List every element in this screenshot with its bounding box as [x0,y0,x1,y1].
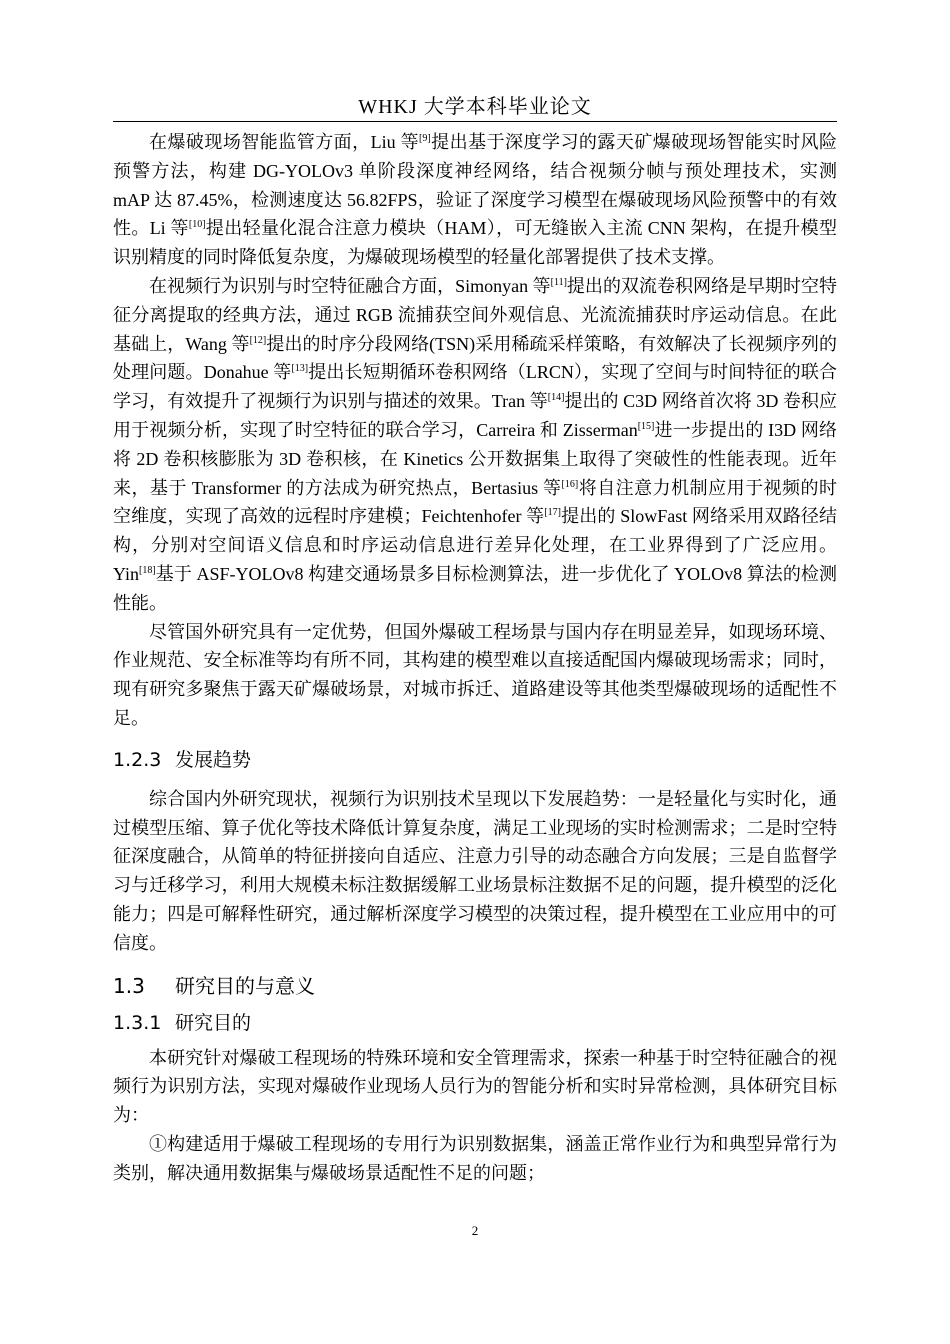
citation-ref: [18] [139,564,156,576]
text-span: 在爆破现场智能监管方面，Liu 等 [149,132,420,152]
text-span: 提出长短期循环卷积网络（LRCN），实现了空间与时间特征的联合学习，有效提升了视频行为识别与描述的效果。Tran 等 [113,362,837,412]
section-title: 研究目的 [175,1011,252,1034]
text-span: 进一步提出的 I3D 网络将 2D 卷积核膨胀为 3D 卷积核，在 Kinetics 公开数据集上取得了突破性的性能表现。近年来，基于 Transformer 的方法成为研究热点，Bertasius 等 [113,419,838,498]
citation-ref: [17] [544,507,561,519]
citation-ref: [9] [419,133,431,144]
citation-ref: [15] [637,420,655,432]
citation-ref: [12] [249,334,267,346]
text-span: 基于 ASF-YOLOv8 构建交通场景多目标检测算法，进一步优化了 YOLOv8 算法的检测性能。 [113,563,837,613]
citation-ref: [10] [188,219,206,231]
text-span: 在视频行为识别与时空特征融合方面，Simonyan 等 [149,275,551,296]
page-header: WHKJ 大学本科毕业论文 [358,96,592,118]
header-rule [113,121,837,122]
paragraph-domestic-gap: 尽管国外研究具有一定优势，但国外爆破工程场景与国内存在明显差异，如现场环境、作业规范、安全标准等均有所不同，其构建的模型难以直接适配国内爆破现场需求；同时，现有研究多聚焦于露天矿爆破场景，对城市拆迁、道路建设等其他类型爆破现场的适配性不足。 [113,621,837,728]
section-number: 1.3 [113,973,145,998]
section-title: 发展趋势 [175,748,252,771]
section-heading-1-2-3 [113,745,837,775]
section-number: 1.3.1 [113,1011,162,1034]
paragraph-research-goal: 本研究针对爆破工程现场的特殊环境和安全管理需求，探索一种基于时空特征融合的视频行为识别方法，实现对爆破作业现场人员行为的智能分析和实时异常检测，具体研究目标为： [113,1047,837,1126]
section-title: 研究目的与意义 [175,973,315,998]
section-number: 1.2.3 [113,748,162,771]
text-span: 提出的双流卷积网络是早期时空特征分离提取的经典方法，通过 RGB 流捕获空间外观信息、光流流捕获时序运动信息。在此基础上，Wang 等 [113,275,838,354]
text-span: 提出的时序分段网络(TSN)采用稀疏采样策略，有效解决了长视频序列的处理问题。Donahue 等 [113,333,837,383]
paragraph-video-action-recognition [113,272,837,618]
citation-ref: [16] [561,478,579,490]
paragraph-intelligent-monitoring [113,128,837,272]
page-body [113,128,837,1188]
citation-ref: [11] [550,276,567,288]
paragraph-goal-item-1: ①构建适用于爆破工程现场的专用行为识别数据集，涵盖正常作业行为和典型异常行为类别，解决通用数据集与爆破场景适配性不足的问题； [113,1133,837,1183]
text-span: 提出的 SlowFast 网络采用双路径结构，分别对空间语义信息和时序运动信息进行差异化处理，在工业界得到了广泛应用。Yin [113,506,837,584]
text-span: 提出的 C3D 网络首次将 3D 卷积应用于视频分析，实现了时空特征的联合学习，Carreira 和 Zisserman [113,391,837,440]
text-span: 将自注意力机制应用于视频的时空维度，实现了高效的远程时序建模；Feichtenhofer 等 [113,477,838,527]
text-span: 提出轻量化混合注意力模块（HAM），可无缝嵌入主流 CNN 架构，在提升模型识别精度的同时降低复杂度，为爆破现场模型的轻量化部署提供了技术支撑。 [113,218,837,268]
page-number: 2 [471,1223,479,1238]
section-heading-1-3-1 [113,1008,837,1038]
citation-ref: [13] [291,363,309,375]
paragraph-trends: 综合国内外研究现状，视频行为识别技术呈现以下发展趋势：一是轻量化与实时化，通过模型压缩、算子优化等技术降低计算复杂度，满足工业现场的实时检测需求；二是时空特征深度融合，从简单的特征拼接向自适应、注意力引导的动态融合方向发展；三是自监督学习与迁移学习，利用大规模未标注数据缓解工业场景标注数据不足的问题，提升模型的泛化能力；四是可解释性研究，通过解析深度学习模型的决策过程，提升模型在工业应用中的可信度。 [113,788,837,953]
section-heading-1-3 [113,970,837,1002]
citation-ref: [14] [547,392,565,404]
text-span: 提出基于深度学习的露天矿爆破现场智能实时风险预警方法，构建 DG-YOLOv3 单阶段深度神经网络，结合视频分帧与预处理技术，实测 mAP 达 87.45%，检测速度达 56.82FPS，验证了深度学习模型在爆破现场风险预警中的有效性。Li 等 [113,132,838,239]
